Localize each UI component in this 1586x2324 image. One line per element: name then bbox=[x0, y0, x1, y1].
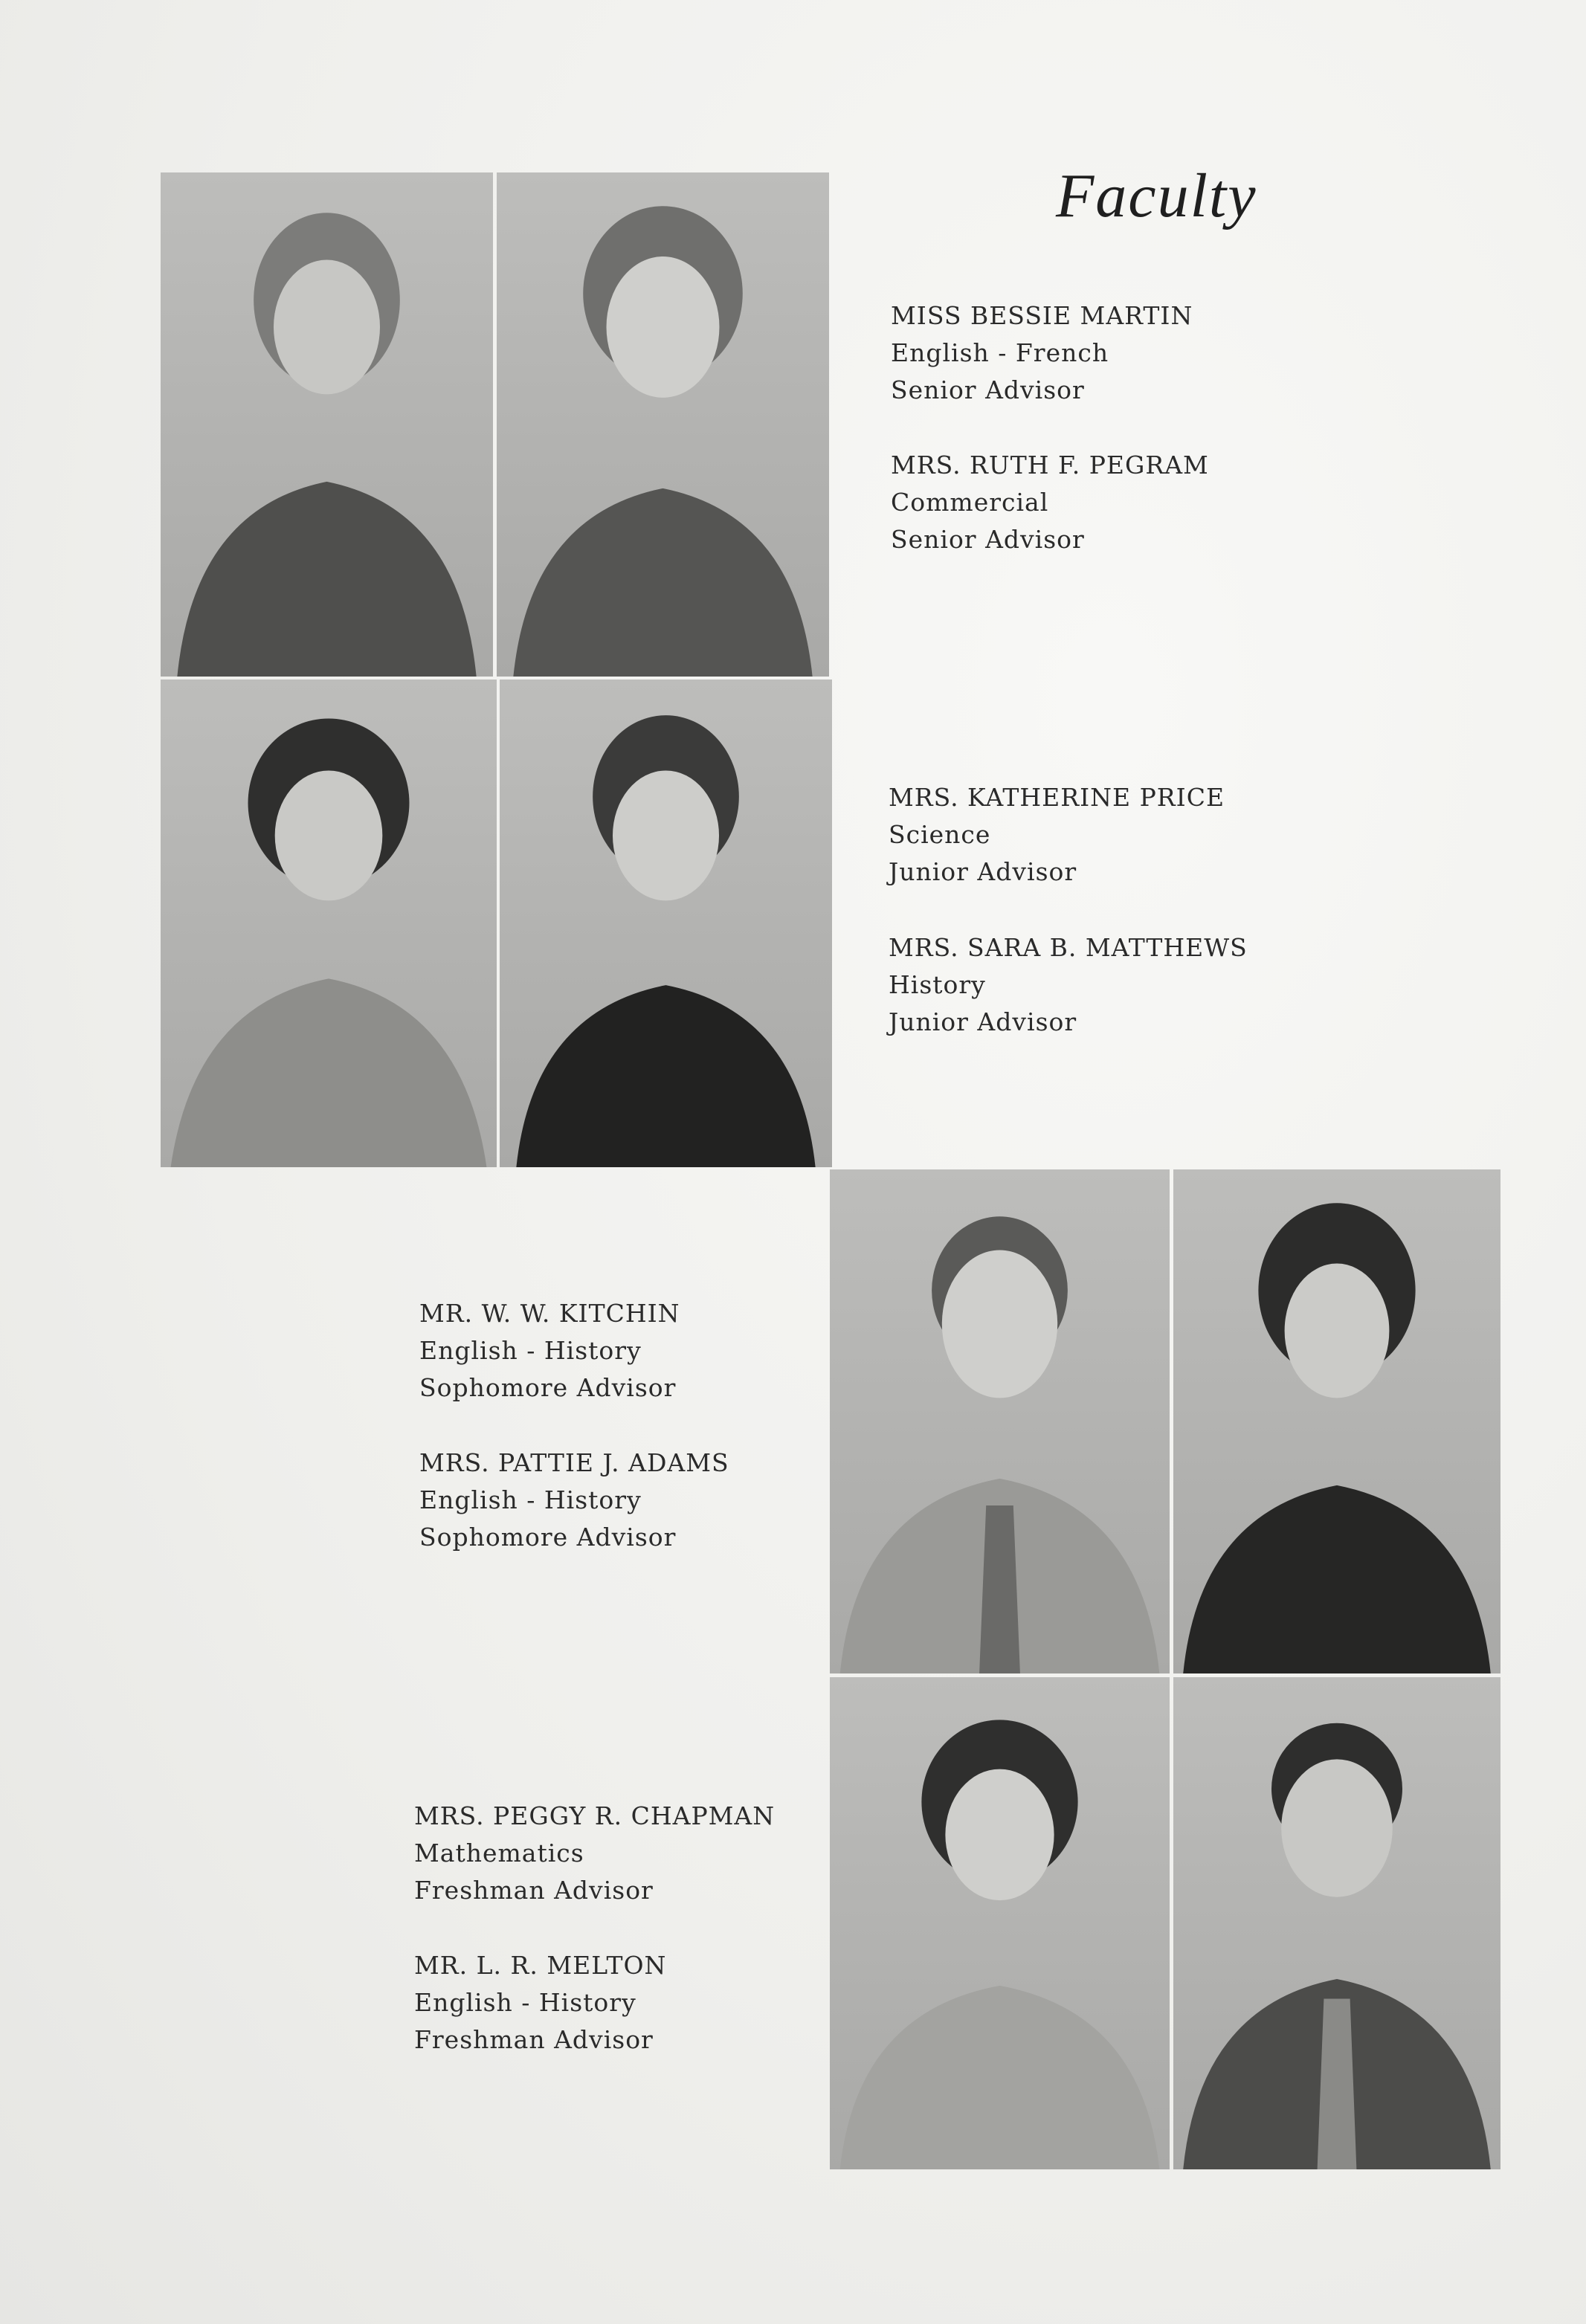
portrait-photo bbox=[1173, 1169, 1500, 1673]
faculty-entry bbox=[419, 1295, 680, 1407]
faculty-subject: English - History bbox=[419, 1485, 642, 1514]
faculty-role: Senior Advisor bbox=[891, 525, 1085, 554]
faculty-name: MRS. SARA B. MATTHEWS bbox=[889, 933, 1248, 962]
faculty-subject: Mathematics bbox=[414, 1839, 584, 1868]
faculty-subject: English - French bbox=[891, 338, 1109, 367]
faculty-role: Junior Advisor bbox=[889, 857, 1077, 886]
faculty-name: MRS. PATTIE J. ADAMS bbox=[419, 1448, 729, 1477]
faculty-entry bbox=[889, 779, 1225, 891]
faculty-subject: Commercial bbox=[891, 488, 1049, 517]
faculty-entry bbox=[891, 447, 1209, 558]
faculty-name: MRS. KATHERINE PRICE bbox=[889, 783, 1225, 812]
faculty-name: MRS. RUTH F. PEGRAM bbox=[891, 451, 1209, 480]
portrait-photo bbox=[1173, 1677, 1500, 2169]
faculty-role: Junior Advisor bbox=[889, 1007, 1077, 1036]
faculty-role: Sophomore Advisor bbox=[419, 1373, 677, 1402]
faculty-entry bbox=[414, 1947, 666, 2059]
faculty-entry bbox=[419, 1445, 729, 1556]
portrait-photo bbox=[497, 172, 829, 677]
faculty-role: Sophomore Advisor bbox=[419, 1523, 677, 1552]
faculty-role: Freshman Advisor bbox=[414, 2025, 654, 2054]
faculty-entry bbox=[889, 929, 1248, 1041]
portrait-photo bbox=[161, 680, 497, 1167]
faculty-name: MRS. PEGGY R. CHAPMAN bbox=[414, 1801, 776, 1830]
portrait-photo bbox=[830, 1169, 1170, 1673]
faculty-subject: History bbox=[889, 970, 986, 999]
faculty-subject: English - History bbox=[414, 1988, 636, 2017]
faculty-role: Freshman Advisor bbox=[414, 1876, 654, 1905]
faculty-subject: Science bbox=[889, 820, 991, 849]
faculty-entry bbox=[414, 1798, 775, 1909]
faculty-name: MR. W. W. KITCHIN bbox=[419, 1299, 680, 1328]
faculty-entry bbox=[891, 297, 1193, 409]
faculty-role: Senior Advisor bbox=[891, 375, 1085, 404]
page-title: Faculty bbox=[1056, 161, 1257, 230]
portrait-photo bbox=[161, 172, 493, 677]
faculty-name: MR. L. R. MELTON bbox=[414, 1951, 667, 1980]
faculty-name: MISS BESSIE MARTIN bbox=[891, 301, 1193, 330]
portrait-photo bbox=[830, 1677, 1170, 2169]
portrait-photo bbox=[500, 680, 832, 1167]
faculty-subject: English - History bbox=[419, 1336, 642, 1365]
